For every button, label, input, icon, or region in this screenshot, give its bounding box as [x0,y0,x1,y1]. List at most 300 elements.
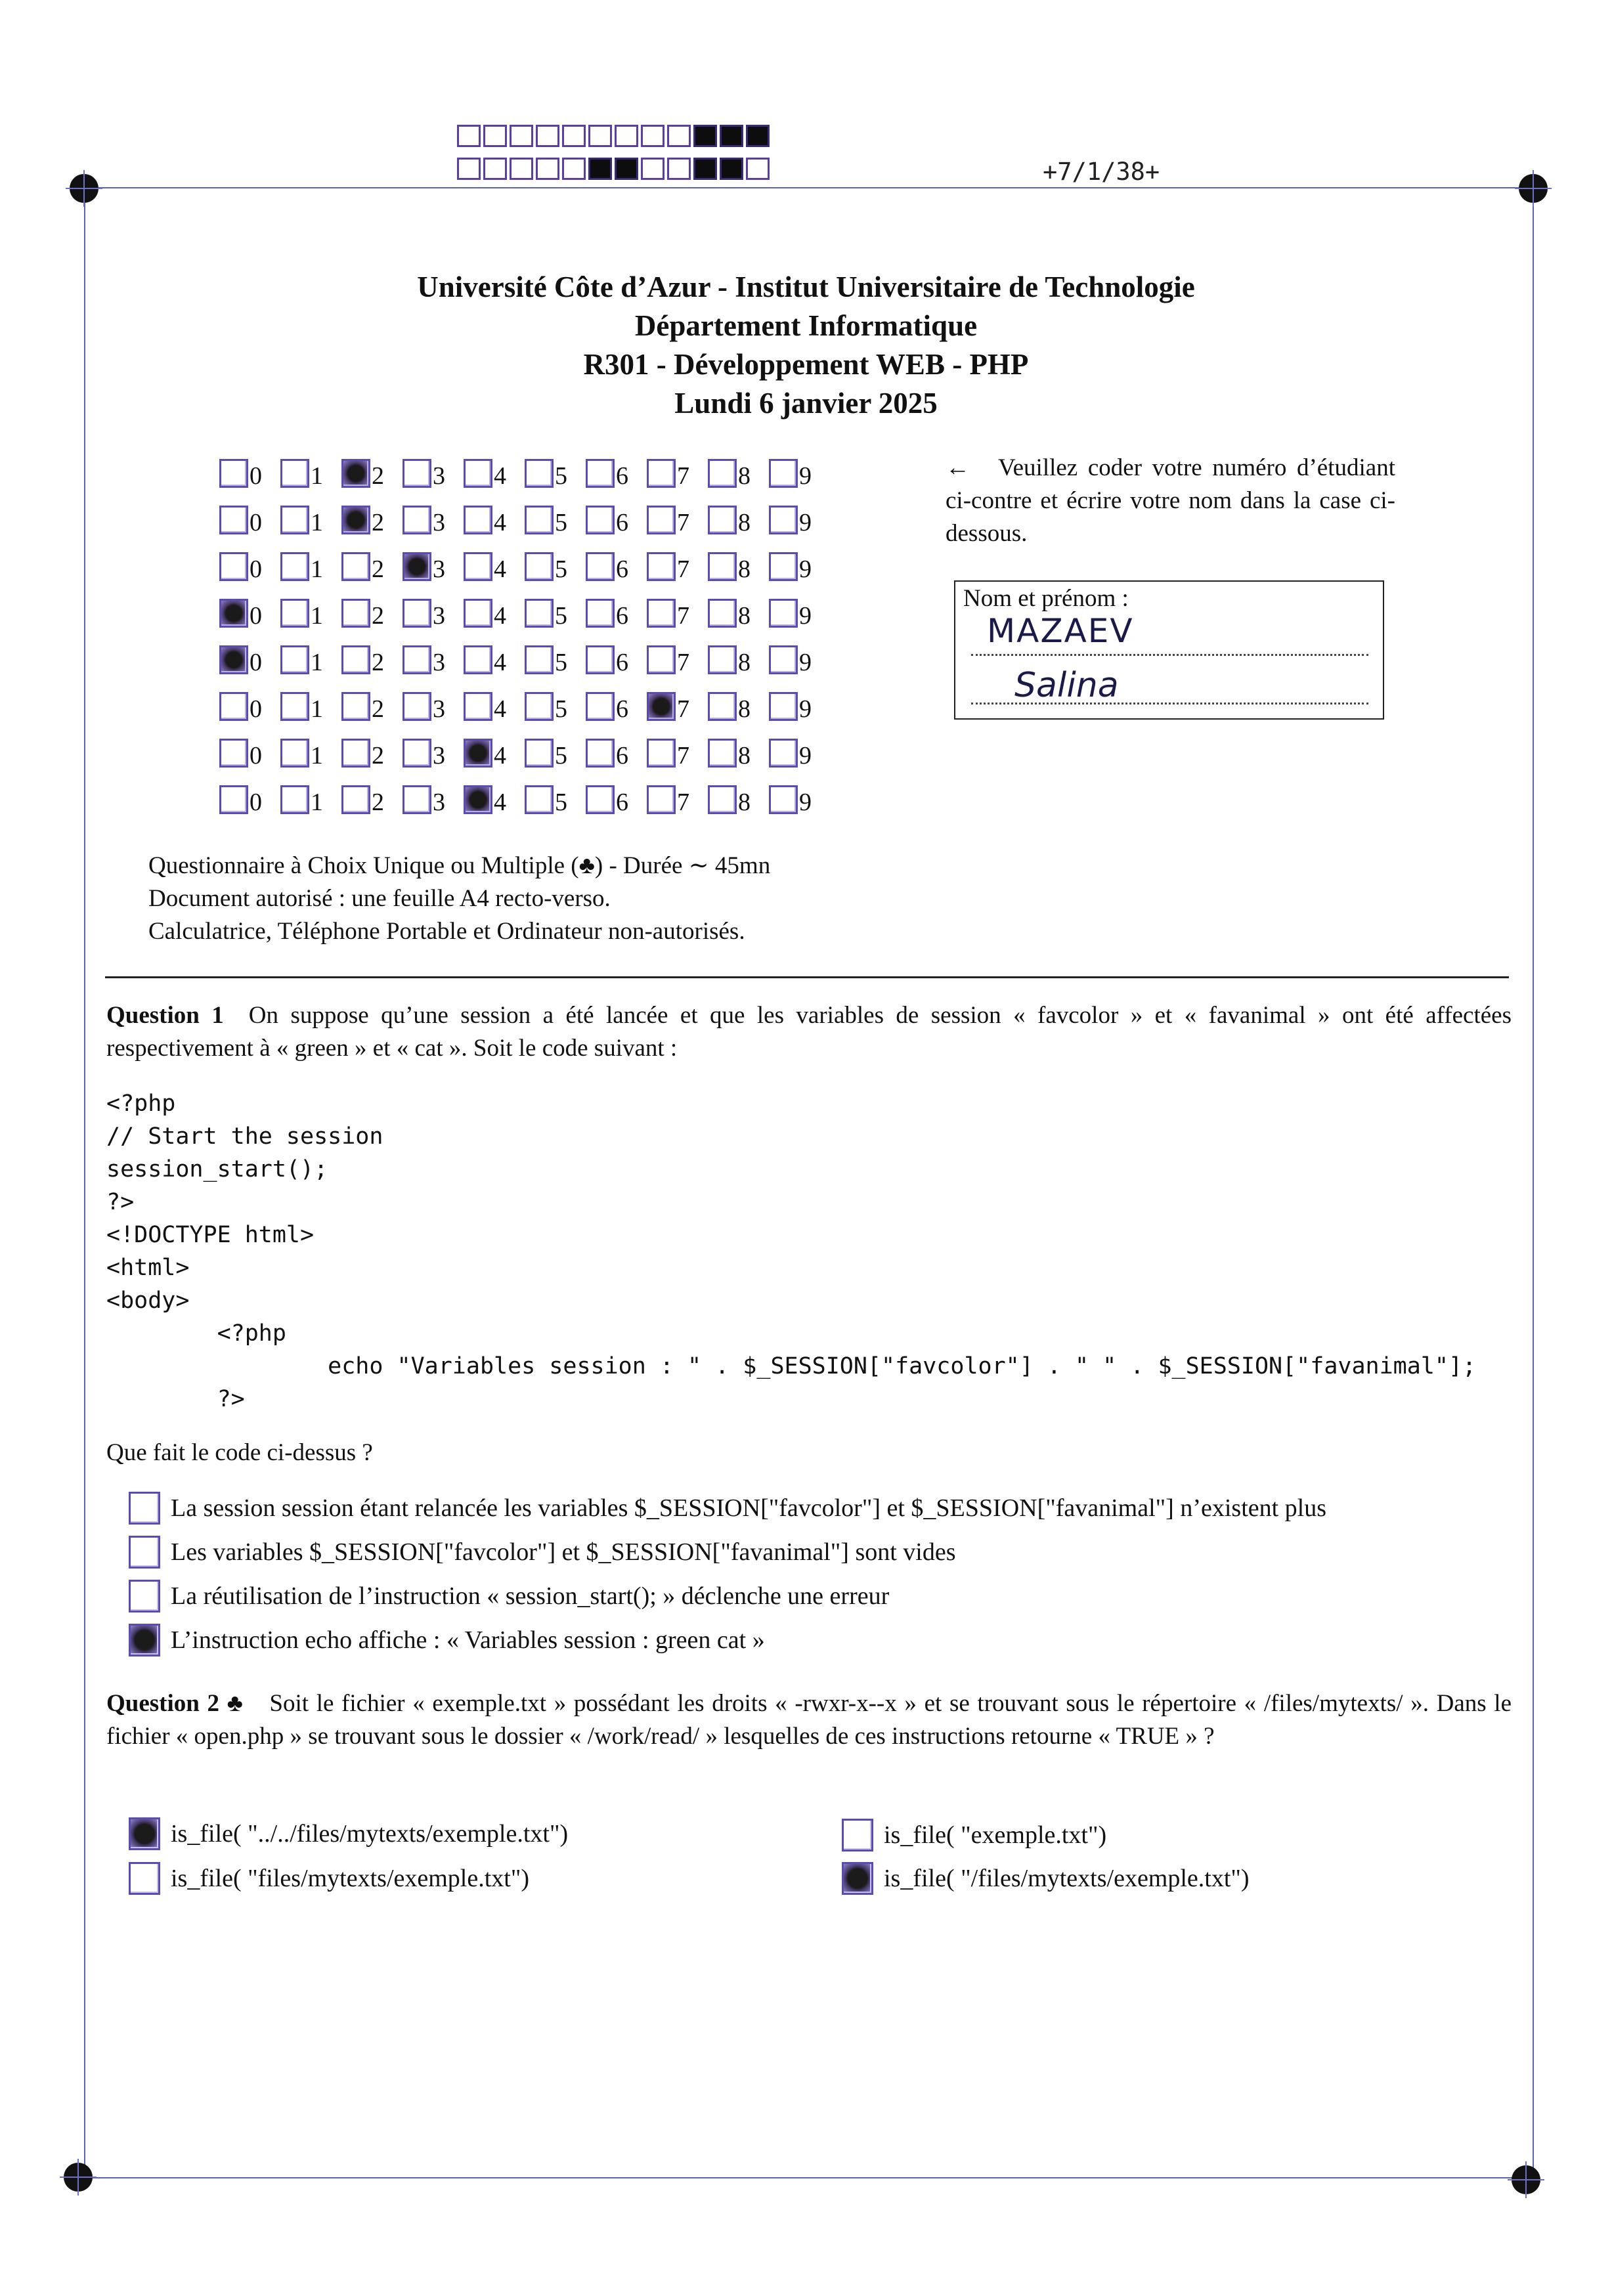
digit-label: 7 [677,695,689,723]
question-1-statement [106,999,1512,1065]
digit-cell [525,459,586,488]
digit-checkbox[interactable] [219,645,248,674]
digit-label: 7 [677,741,689,769]
answer-checkbox[interactable] [129,1624,160,1657]
digit-label: 4 [494,601,506,630]
digit-label: 1 [311,788,323,816]
answer-text: is_file( "exemple.txt") [884,1821,1107,1849]
digit-cell [341,692,403,721]
digit-checkbox[interactable] [586,599,615,628]
digit-label: 1 [311,462,323,490]
answer-checkbox[interactable] [129,1862,160,1895]
question-1-text: On suppose qu’une session a été lancée et que les variables de session « favcolor » et « favanimal » ont été affectées respectivement à « green » et « cat ». Soit le code suivant : [106,1002,1512,1062]
digit-checkbox[interactable] [647,552,676,581]
digit-cell [769,692,830,721]
digit-checkbox[interactable] [280,506,309,534]
code-line: <html> [106,1255,190,1281]
digit-cell [586,599,647,628]
digit-label: 5 [555,555,567,583]
code-box [641,158,664,180]
digit-label: 0 [250,462,262,490]
exam-info-devices: Calculatrice, Téléphone Portable et Ordinateur non-autorisés. [148,918,745,945]
digit-cell [708,552,769,581]
section-divider [105,976,1509,978]
digit-checkbox[interactable] [586,739,615,768]
digit-checkbox[interactable] [708,552,737,581]
digit-checkbox[interactable] [464,599,492,628]
digit-checkbox[interactable] [769,506,798,534]
digit-cell [280,692,341,721]
digit-checkbox[interactable] [769,785,798,814]
answer-checkbox[interactable] [129,1492,160,1525]
digit-label: 9 [799,601,812,630]
digit-cell [219,599,280,628]
digit-label: 0 [250,695,262,723]
name-label: Nom et prénom : [963,585,1129,612]
digit-checkbox[interactable] [769,552,798,581]
digit-label: 0 [250,788,262,816]
digit-checkbox[interactable] [403,692,431,721]
digit-checkbox[interactable] [647,785,676,814]
digit-cell [280,459,341,488]
digit-label: 8 [738,741,751,769]
exam-info-type: Questionnaire à Choix Unique ou Multiple (♣) - Durée ∼ 45mn [148,852,771,879]
code-box [562,125,586,147]
code-box [457,125,481,147]
name-box[interactable] [954,580,1384,720]
digit-checkbox[interactable] [525,785,554,814]
digit-checkbox[interactable] [280,459,309,488]
digit-checkbox[interactable] [647,459,676,488]
digit-cell [341,506,403,534]
code-box [746,125,770,147]
digit-cell [586,552,647,581]
answer-option[interactable] [129,1492,1326,1525]
page-id-code-row-2 [457,158,772,180]
code-line: <?php [106,1091,176,1117]
digit-label: 1 [311,648,323,676]
digit-checkbox[interactable] [341,645,370,674]
code-box [667,125,691,147]
answer-checkbox[interactable] [842,1819,873,1852]
student-number-row [219,450,830,496]
digit-cell [280,739,341,768]
digit-checkbox[interactable] [586,459,615,488]
code-line: // Start the session [106,1123,383,1150]
digit-checkbox[interactable] [341,506,370,534]
digit-label: 5 [555,508,567,536]
digit-label: 8 [738,508,751,536]
code-box [615,158,638,180]
digit-checkbox[interactable] [708,739,737,768]
answer-option[interactable] [129,1817,568,1850]
digit-checkbox[interactable] [708,785,737,814]
digit-label: 9 [799,788,812,816]
code-box [720,158,743,180]
digit-cell [403,599,464,628]
answer-text: Les variables $_SESSION["favcolor"] et $_SESSION["favanimal"] sont vides [171,1538,956,1566]
digit-label: 0 [250,601,262,630]
name-line-1 [971,654,1368,656]
code-box [536,125,559,147]
digit-label: 2 [372,648,384,676]
digit-checkbox[interactable] [708,645,737,674]
digit-label: 4 [494,695,506,723]
code-box [483,158,507,180]
question-2-statement [106,1687,1512,1753]
digit-cell [464,645,525,674]
digit-label: 9 [799,741,812,769]
digit-cell [464,599,525,628]
digit-cell [769,599,830,628]
digit-label: 6 [616,508,628,536]
digit-cell [525,645,586,674]
digit-checkbox[interactable] [647,692,676,721]
digit-cell [403,552,464,581]
answer-checkbox[interactable] [842,1862,873,1895]
digit-checkbox[interactable] [341,459,370,488]
digit-checkbox[interactable] [280,692,309,721]
digit-label: 2 [372,788,384,816]
digit-checkbox[interactable] [403,645,431,674]
digit-cell [769,739,830,768]
digit-checkbox[interactable] [464,692,492,721]
digit-label: 0 [250,648,262,676]
digit-cell [708,785,769,814]
digit-checkbox[interactable] [403,739,431,768]
digit-checkbox[interactable] [525,645,554,674]
digit-checkbox[interactable] [280,785,309,814]
digit-checkbox[interactable] [219,506,248,534]
digit-checkbox[interactable] [525,739,554,768]
code-line: <!DOCTYPE html> [106,1222,315,1248]
handwritten-last-name: MAZAEV [987,612,1134,650]
digit-label: 1 [311,555,323,583]
digit-label: 7 [677,462,689,490]
digit-cell [586,645,647,674]
code-box [720,125,743,147]
answer-text: La session session étant relancée les variables $_SESSION["favcolor"] et $_SESSION["favanimal"] n’existent plus [171,1494,1327,1522]
digit-checkbox[interactable] [464,645,492,674]
digit-label: 5 [555,741,567,769]
answer-checkbox[interactable] [129,1536,160,1569]
digit-checkbox[interactable] [219,599,248,628]
digit-checkbox[interactable] [708,599,737,628]
answer-option[interactable] [129,1624,765,1657]
digit-cell [219,506,280,534]
digit-cell [708,599,769,628]
digit-cell [403,739,464,768]
digit-checkbox[interactable] [341,739,370,768]
digit-cell [647,552,708,581]
student-number-instructions [946,452,1395,550]
digit-checkbox[interactable] [464,506,492,534]
name-line-2 [971,703,1368,704]
digit-cell [525,506,586,534]
digit-cell [403,645,464,674]
digit-label: 7 [677,788,689,816]
digit-cell [708,459,769,488]
digit-cell [341,739,403,768]
digit-checkbox[interactable] [586,692,615,721]
digit-checkbox[interactable] [708,692,737,721]
digit-label: 3 [433,555,445,583]
digit-checkbox[interactable] [341,785,370,814]
digit-label: 3 [433,741,445,769]
question-2-title: Question 2 ♣ [106,1690,245,1717]
digit-label: 6 [616,648,628,676]
digit-label: 4 [494,788,506,816]
digit-checkbox[interactable] [280,552,309,581]
answer-option[interactable] [129,1580,889,1613]
digit-checkbox[interactable] [708,506,737,534]
question-1-title: Question 1 [106,1002,224,1029]
answer-option[interactable] [842,1819,1106,1852]
digit-checkbox[interactable] [647,739,676,768]
digit-checkbox[interactable] [586,645,615,674]
digit-checkbox[interactable] [525,459,554,488]
digit-cell [525,599,586,628]
handwritten-first-name: Salina [1014,666,1119,705]
digit-label: 6 [616,741,628,769]
code-box [510,158,533,180]
code-box [693,125,717,147]
digit-checkbox[interactable] [280,599,309,628]
digit-checkbox[interactable] [341,692,370,721]
code-line: <body> [106,1288,190,1314]
digit-cell [341,599,403,628]
digit-label: 8 [738,601,751,630]
header-course: R301 - Développement WEB - PHP [583,348,1029,381]
code-box [536,158,559,180]
answer-text: is_file( "files/mytexts/exemple.txt") [171,1865,530,1892]
digit-label: 2 [372,555,384,583]
digit-checkbox[interactable] [219,552,248,581]
answer-option[interactable] [129,1536,956,1569]
digit-label: 2 [372,508,384,536]
student-number-row [219,636,830,683]
code-box [588,125,612,147]
code-line: <?php [106,1320,286,1347]
digit-label: 3 [433,462,445,490]
student-number-row [219,729,830,776]
code-box [483,125,507,147]
code-line: ?> [106,1386,245,1412]
student-number-row [219,590,830,636]
answer-text: L’instruction echo affiche : « Variables session : green cat » [171,1626,765,1654]
digit-checkbox[interactable] [280,739,309,768]
digit-checkbox[interactable] [525,692,554,721]
digit-cell [586,692,647,721]
digit-cell [219,552,280,581]
digit-label: 6 [616,695,628,723]
digit-label: 6 [616,462,628,490]
exam-info-documents: Document autorisé : une feuille A4 recto-verso. [148,885,611,912]
digit-checkbox[interactable] [464,739,492,768]
registration-mark-top-left [70,174,98,203]
digit-checkbox[interactable] [769,599,798,628]
digit-label: 9 [799,648,812,676]
code-box [457,158,481,180]
digit-label: 4 [494,741,506,769]
code-box [562,158,586,180]
code-box [588,158,612,180]
digit-cell [647,692,708,721]
digit-cell [280,645,341,674]
digit-cell [464,739,525,768]
digit-label: 7 [677,555,689,583]
digit-checkbox[interactable] [403,599,431,628]
digit-label: 8 [738,695,751,723]
digit-label: 5 [555,695,567,723]
header-university: Université Côte d’Azur - Institut Universitaire de Technologie [417,271,1195,303]
digit-label: 8 [738,462,751,490]
digit-cell [219,459,280,488]
digit-label: 2 [372,695,384,723]
digit-checkbox[interactable] [586,506,615,534]
code-box [615,125,638,147]
digit-cell [769,459,830,488]
registration-mark-top-right [1519,174,1548,203]
digit-cell [403,692,464,721]
code-box [746,158,770,180]
registration-mark-bottom-right [1512,2165,1540,2194]
code-box [667,158,691,180]
digit-checkbox[interactable] [525,599,554,628]
digit-cell [464,459,525,488]
digit-checkbox[interactable] [708,459,737,488]
digit-cell [219,692,280,721]
digit-label: 8 [738,648,751,676]
digit-cell [464,785,525,814]
digit-label: 2 [372,741,384,769]
digit-checkbox[interactable] [403,459,431,488]
digit-checkbox[interactable] [219,692,248,721]
code-line: echo "Variables session : " . $_SESSION["favcolor"] . " " . $_SESSION["favanimal"]; [106,1353,1477,1379]
answer-option[interactable] [842,1862,1250,1895]
student-number-row [219,776,830,823]
digit-checkbox[interactable] [525,552,554,581]
digit-cell [525,692,586,721]
digit-label: 0 [250,741,262,769]
digit-checkbox[interactable] [403,506,431,534]
digit-checkbox[interactable] [647,599,676,628]
digit-checkbox[interactable] [341,599,370,628]
digit-checkbox[interactable] [219,459,248,488]
digit-checkbox[interactable] [586,552,615,581]
digit-checkbox[interactable] [464,785,492,814]
digit-cell [708,645,769,674]
code-line: ?> [106,1189,135,1215]
digit-label: 9 [799,695,812,723]
digit-label: 1 [311,508,323,536]
digit-cell [464,506,525,534]
digit-label: 0 [250,555,262,583]
answer-checkbox[interactable] [129,1817,160,1850]
digit-cell [769,506,830,534]
digit-cell [586,459,647,488]
digit-cell [525,552,586,581]
page-id-code-row-1 [457,125,772,147]
digit-checkbox[interactable] [525,506,554,534]
instructions-text: Veuillez coder votre numéro d’étudiant ci-contre et écrire votre nom dans la case ci-dessous. [946,454,1395,547]
digit-checkbox[interactable] [769,692,798,721]
digit-label: 7 [677,648,689,676]
digit-label: 5 [555,601,567,630]
digit-checkbox[interactable] [219,785,248,814]
digit-checkbox[interactable] [280,645,309,674]
digit-checkbox[interactable] [769,645,798,674]
digit-cell [647,739,708,768]
digit-cell [647,785,708,814]
answer-text: is_file( "../../files/mytexts/exemple.txt") [171,1820,569,1848]
digit-label: 0 [250,508,262,536]
digit-cell [280,552,341,581]
digit-checkbox[interactable] [769,739,798,768]
digit-cell [219,645,280,674]
digit-label: 7 [677,508,689,536]
digit-checkbox[interactable] [647,506,676,534]
digit-cell [647,599,708,628]
answer-option[interactable] [129,1862,529,1895]
digit-label: 2 [372,462,384,490]
digit-label: 5 [555,648,567,676]
code-box [510,125,533,147]
digit-checkbox[interactable] [464,552,492,581]
digit-label: 4 [494,648,506,676]
digit-cell [341,552,403,581]
digit-cell [647,645,708,674]
digit-label: 3 [433,648,445,676]
digit-checkbox[interactable] [219,739,248,768]
digit-label: 3 [433,601,445,630]
student-number-row [219,683,830,729]
code-box [641,125,664,147]
answer-checkbox[interactable] [129,1580,160,1613]
digit-checkbox[interactable] [586,785,615,814]
digit-cell [647,459,708,488]
digit-cell [219,785,280,814]
digit-label: 7 [677,601,689,630]
digit-checkbox[interactable] [403,552,431,581]
digit-label: 9 [799,462,812,490]
digit-cell [525,785,586,814]
student-number-row [219,543,830,590]
header-department: Département Informatique [634,309,978,342]
digit-label: 3 [433,788,445,816]
digit-label: 4 [494,508,506,536]
digit-checkbox[interactable] [464,459,492,488]
digit-checkbox[interactable] [341,552,370,581]
exam-info [148,850,770,948]
digit-cell [219,739,280,768]
question-1-code [106,1087,1476,1416]
student-number-row [219,496,830,543]
digit-cell [586,785,647,814]
answer-text: is_file( "/files/mytexts/exemple.txt") [884,1865,1250,1892]
digit-checkbox[interactable] [403,785,431,814]
digit-cell [280,785,341,814]
digit-cell [403,459,464,488]
question-1-prompt: Que fait le code ci-dessus ? [106,1439,373,1466]
digit-label: 6 [616,555,628,583]
digit-label: 6 [616,788,628,816]
digit-checkbox[interactable] [647,645,676,674]
student-number-grid [219,450,830,823]
code-line: session_start(); [106,1156,328,1182]
header-date: Lundi 6 janvier 2025 [674,387,938,420]
digit-checkbox[interactable] [769,459,798,488]
